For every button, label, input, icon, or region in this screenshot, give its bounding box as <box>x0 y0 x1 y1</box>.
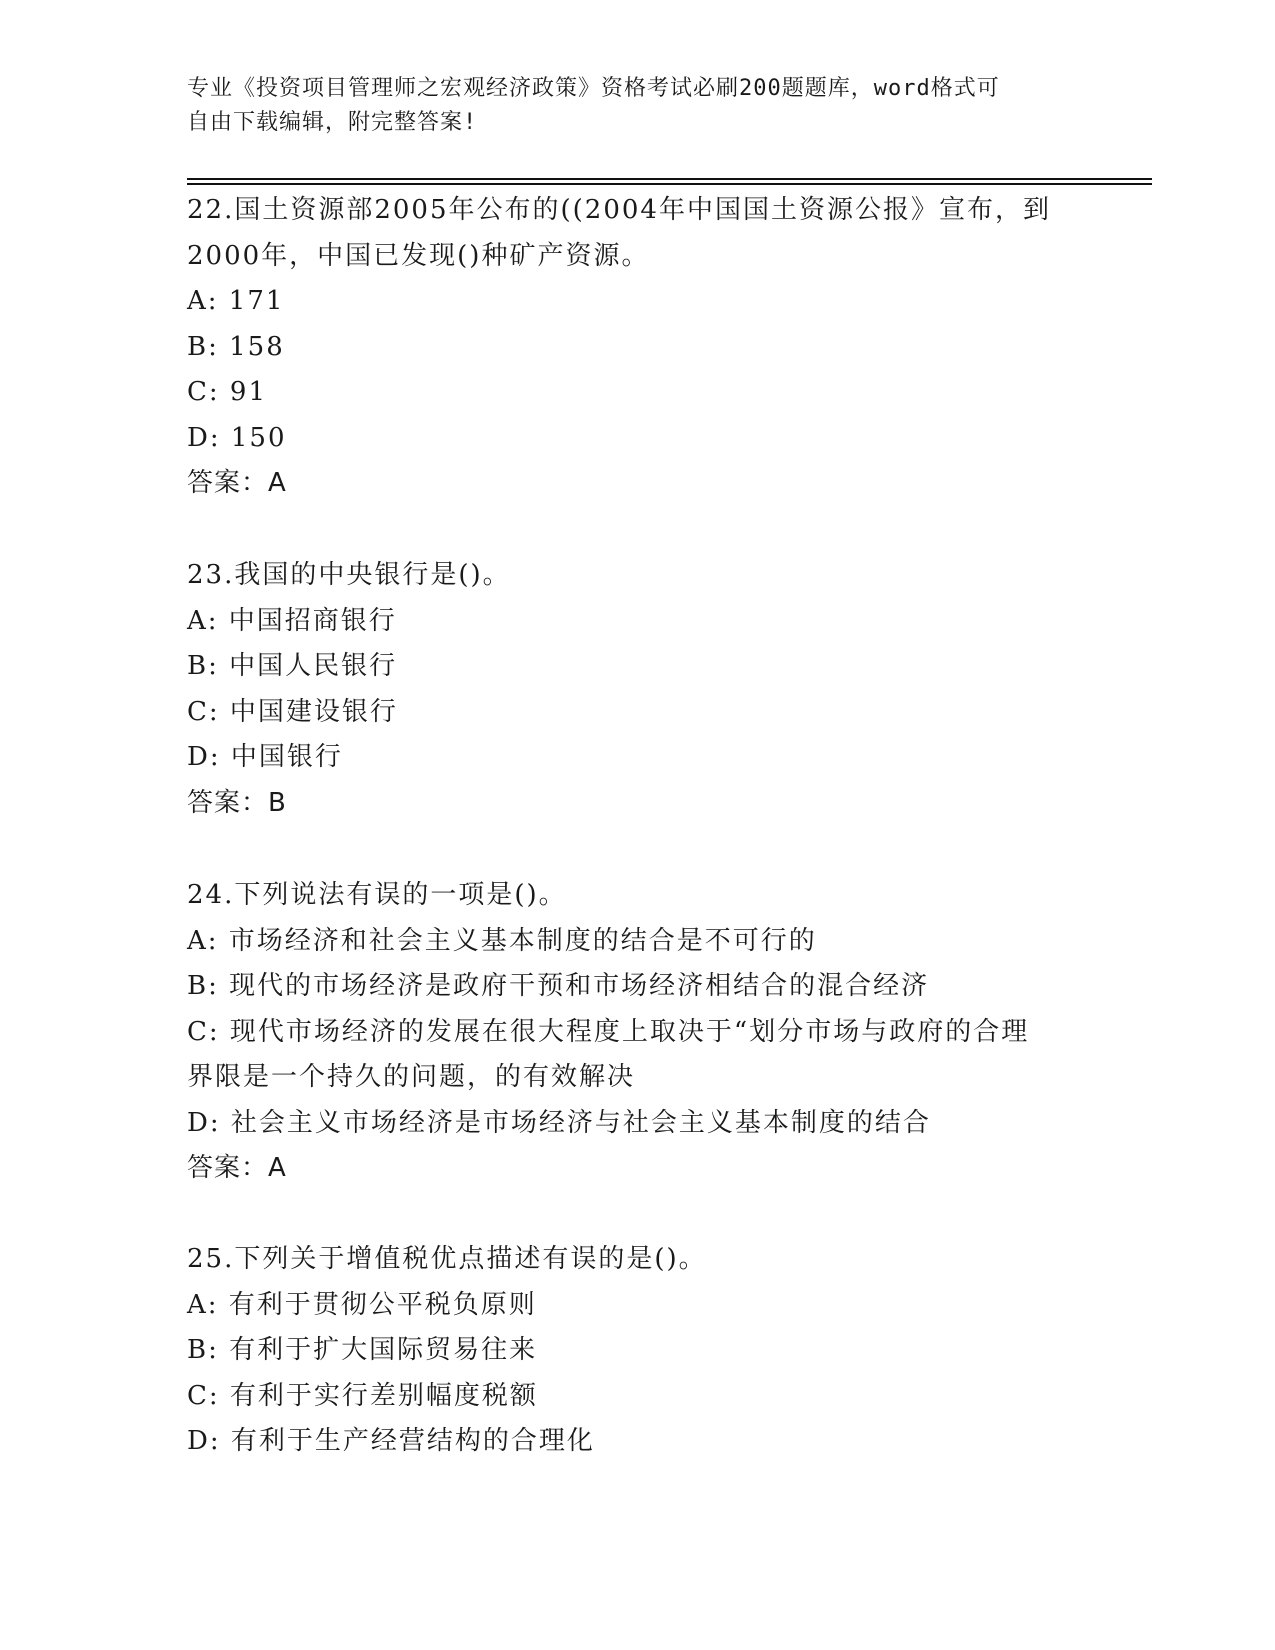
option-d: D: 中国银行 <box>187 742 343 772</box>
option-c: C: 中国建设银行 <box>187 696 398 727</box>
option-b: B: 现代的市场经济是政府干预和市场经济相结合的混合经济 <box>187 971 930 1001</box>
option-b: B: 有利于扩大国际贸易往来 <box>187 1335 538 1365</box>
question-stem <box>187 553 1087 599</box>
option-a: A: 171 <box>187 286 285 316</box>
question-22 <box>187 188 1087 507</box>
option-c: C: 91 <box>187 377 268 407</box>
header-divider-bottom <box>187 183 1152 185</box>
question-23 <box>187 553 1087 826</box>
question-25 <box>187 1237 1087 1465</box>
question-stem <box>187 873 1087 919</box>
answer: 答案：A <box>187 468 287 498</box>
option-d: D: 有利于生产经营结构的合理化 <box>187 1426 595 1456</box>
answer: 答案：B <box>187 787 287 818</box>
question-stem <box>187 188 1087 279</box>
option-a: A: 市场经济和社会主义基本制度的结合是不可行的 <box>187 925 817 956</box>
option-a: A: 有利于贯彻公平税负原则 <box>187 1289 537 1320</box>
option-c: C: 有利于实行差别幅度税额 <box>187 1380 538 1411</box>
stem-line: 2000年，中国已发现()种矿产资源。 <box>187 240 650 271</box>
stem-line: 22.国土资源部2005年公布的((2004年中国国土资源公报》宣布，到 <box>187 195 1051 225</box>
option-b: B: 158 <box>187 331 285 362</box>
question-stem <box>187 1237 1087 1283</box>
document-header <box>187 72 1067 140</box>
option-b: B: 中国人民银行 <box>187 651 398 681</box>
question-24 <box>187 873 1087 1192</box>
answer: 答案：A <box>187 1153 287 1183</box>
header-line-1: 专业《投资项目管理师之宏观经济政策》资格考试必刷200题题库，word格式可 <box>187 76 1000 101</box>
stem-line: 25.下列关于增值税优点描述有误的是()。 <box>187 1244 707 1274</box>
stem-line: 24.下列说法有误的一项是()。 <box>187 880 567 910</box>
header-divider-top <box>187 178 1152 180</box>
option-d: D: 150 <box>187 422 287 453</box>
stem-line: 23.我国的中央银行是()。 <box>187 560 511 590</box>
option-c: C: 现代市场经济的发展在很大程度上取决于“划分市场与政府的合理 <box>187 1016 1030 1047</box>
option-a: A: 中国招商银行 <box>187 605 397 636</box>
option-d: D: 社会主义市场经济是市场经济与社会主义基本制度的结合 <box>187 1107 931 1138</box>
header-line-2: 自由下载编辑，附完整答案! <box>187 110 478 135</box>
option-c-continued: 界限是一个持久的问题，的有效解决 <box>187 1062 636 1092</box>
